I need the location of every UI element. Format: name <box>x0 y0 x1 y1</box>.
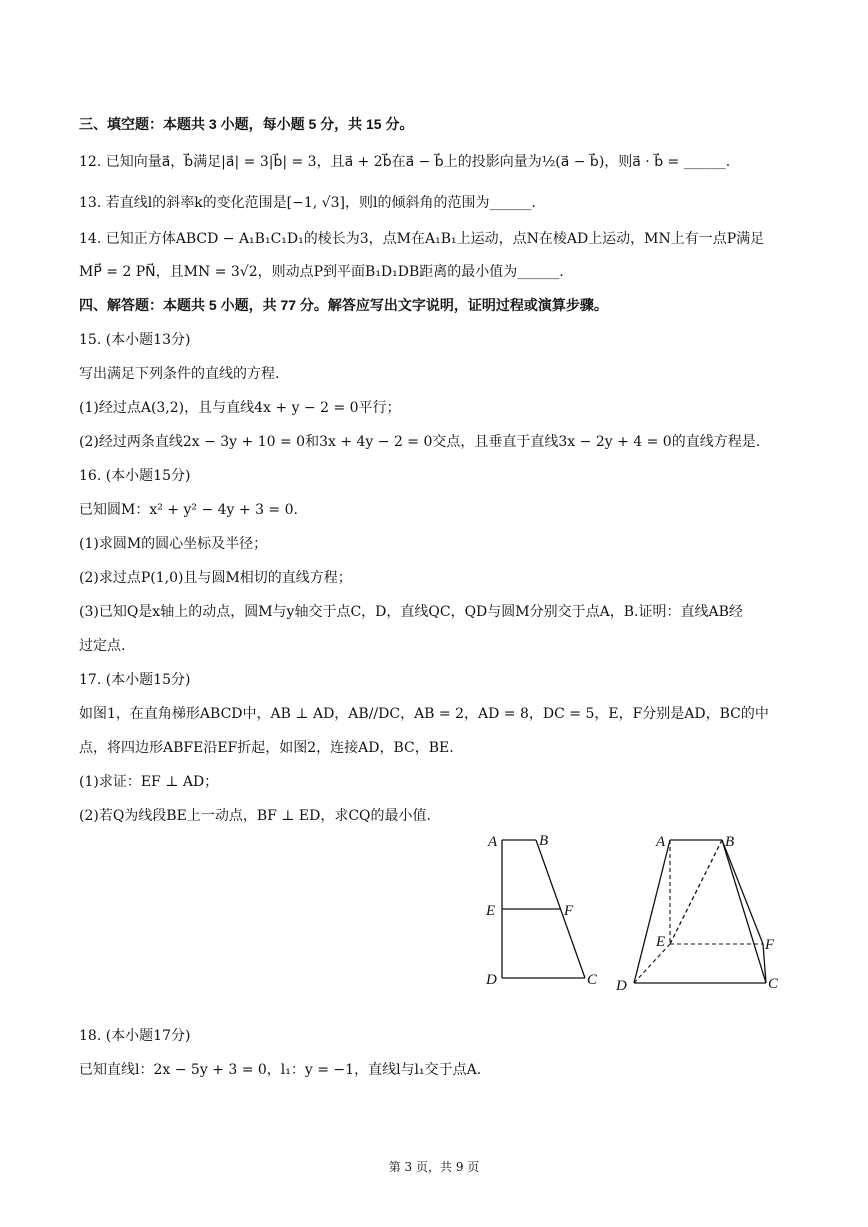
figure-1-trapezoid <box>478 828 608 998</box>
edge-ad <box>634 840 670 983</box>
question-17-stem-line1: 如图1，在直角梯形ABCD中，AB ⊥ AD，AB//DC，AB = 2，AD = 8，DC = 5，E，F分别是AD，BC的中 <box>79 706 769 722</box>
label-b: B <box>725 834 735 850</box>
section-3-header: 三、填空题：本题共 3 小题，每小题 5 分，共 15 分。 <box>79 116 414 132</box>
question-16-part3-line1: (3)已知Q是x轴上的动点，圆M与y轴交于点C，D，直线QC，QD与圆M分别交于点A，B.证明：直线AB经 <box>79 604 743 620</box>
question-15-part1: (1)经过点A(3,2)，且与直线4x + y − 2 = 0平行； <box>79 400 401 416</box>
edge-bc <box>722 840 766 983</box>
question-12: 12. 已知向量a⃗，b⃗满足|a⃗| = 3|b⃗| = 3，且a⃗ + 2b⃗在a⃗ − b⃗上的投影向量为½(a⃗ − b⃗)，则a⃗ · b⃗ = ______. <box>79 154 731 170</box>
label-f: F <box>564 903 574 919</box>
label-c: C <box>768 976 779 992</box>
question-18-title: 18. (本小题17分) <box>79 1028 191 1044</box>
question-17-title: 17. (本小题15分) <box>79 672 191 688</box>
label-f: F <box>765 937 775 953</box>
question-18-stem: 已知直线l：2x − 5y + 3 = 0，l₁：y = −1，直线l与l₁交于点A. <box>79 1062 482 1078</box>
question-17-part1: (1)求证：EF ⊥ AD； <box>79 774 219 790</box>
question-17-stem-line2: 点，将四边形ABFE沿EF折起，如图2，连接AD，BC，BE. <box>79 740 454 756</box>
question-14-line2: MP⃗ = 2 PN⃗，且MN = 3√2，则动点P到平面B₁D₁DB距离的最小值为______. <box>79 264 564 280</box>
label-d: D <box>616 978 627 994</box>
section-4-header: 四、解答题：本题共 5 小题，共 77 分。解答应写出文字说明，证明过程或演算步骤。 <box>79 297 608 313</box>
question-14-line1: 14. 已知正方体ABCD − A₁B₁C₁D₁的棱长为3，点M在A₁B₁上运动，点N在棱AD上运动，MN上有一点P满足 <box>79 231 765 247</box>
edge-bf <box>722 840 763 944</box>
question-16-stem: 已知圆M：x² + y² − 4y + 3 = 0. <box>79 502 298 518</box>
page-footer: 第 3 页，共 9 页 <box>388 1160 480 1174</box>
question-16-part3-line2: 过定点. <box>79 638 126 654</box>
label-d: D <box>486 972 497 988</box>
figure-2-folded-solid <box>610 828 790 998</box>
question-15-stem: 写出满足下列条件的直线的方程. <box>79 366 280 382</box>
question-16-part1: (1)求圆M的圆心坐标及半径； <box>79 536 268 552</box>
question-13: 13. 若直线l的斜率k的变化范围是[−1, √3]，则l的倾斜角的范围为______. <box>79 195 536 211</box>
label-c: C <box>587 972 598 988</box>
question-15-title: 15. (本小题13分) <box>79 332 191 348</box>
edge-be-dashed <box>670 840 722 944</box>
label-e: E <box>486 903 496 919</box>
question-17-part2: (2)若Q为线段BE上一动点，BF ⊥ ED，求CQ的最小值. <box>79 808 431 824</box>
label-e: E <box>656 934 666 950</box>
question-16-part2: (2)求过点P(1,0)且与圆M相切的直线方程； <box>79 570 352 586</box>
label-a: A <box>656 834 666 850</box>
label-a: A <box>488 834 498 850</box>
question-16-title: 16. (本小题15分) <box>79 468 191 484</box>
label-b: B <box>539 833 549 849</box>
question-15-part2: (2)经过两条直线2x − 3y + 10 = 0和3x + 4y − 2 = 0交点，且垂直于直线3x − 2y + 4 = 0的直线方程是. <box>79 434 761 450</box>
